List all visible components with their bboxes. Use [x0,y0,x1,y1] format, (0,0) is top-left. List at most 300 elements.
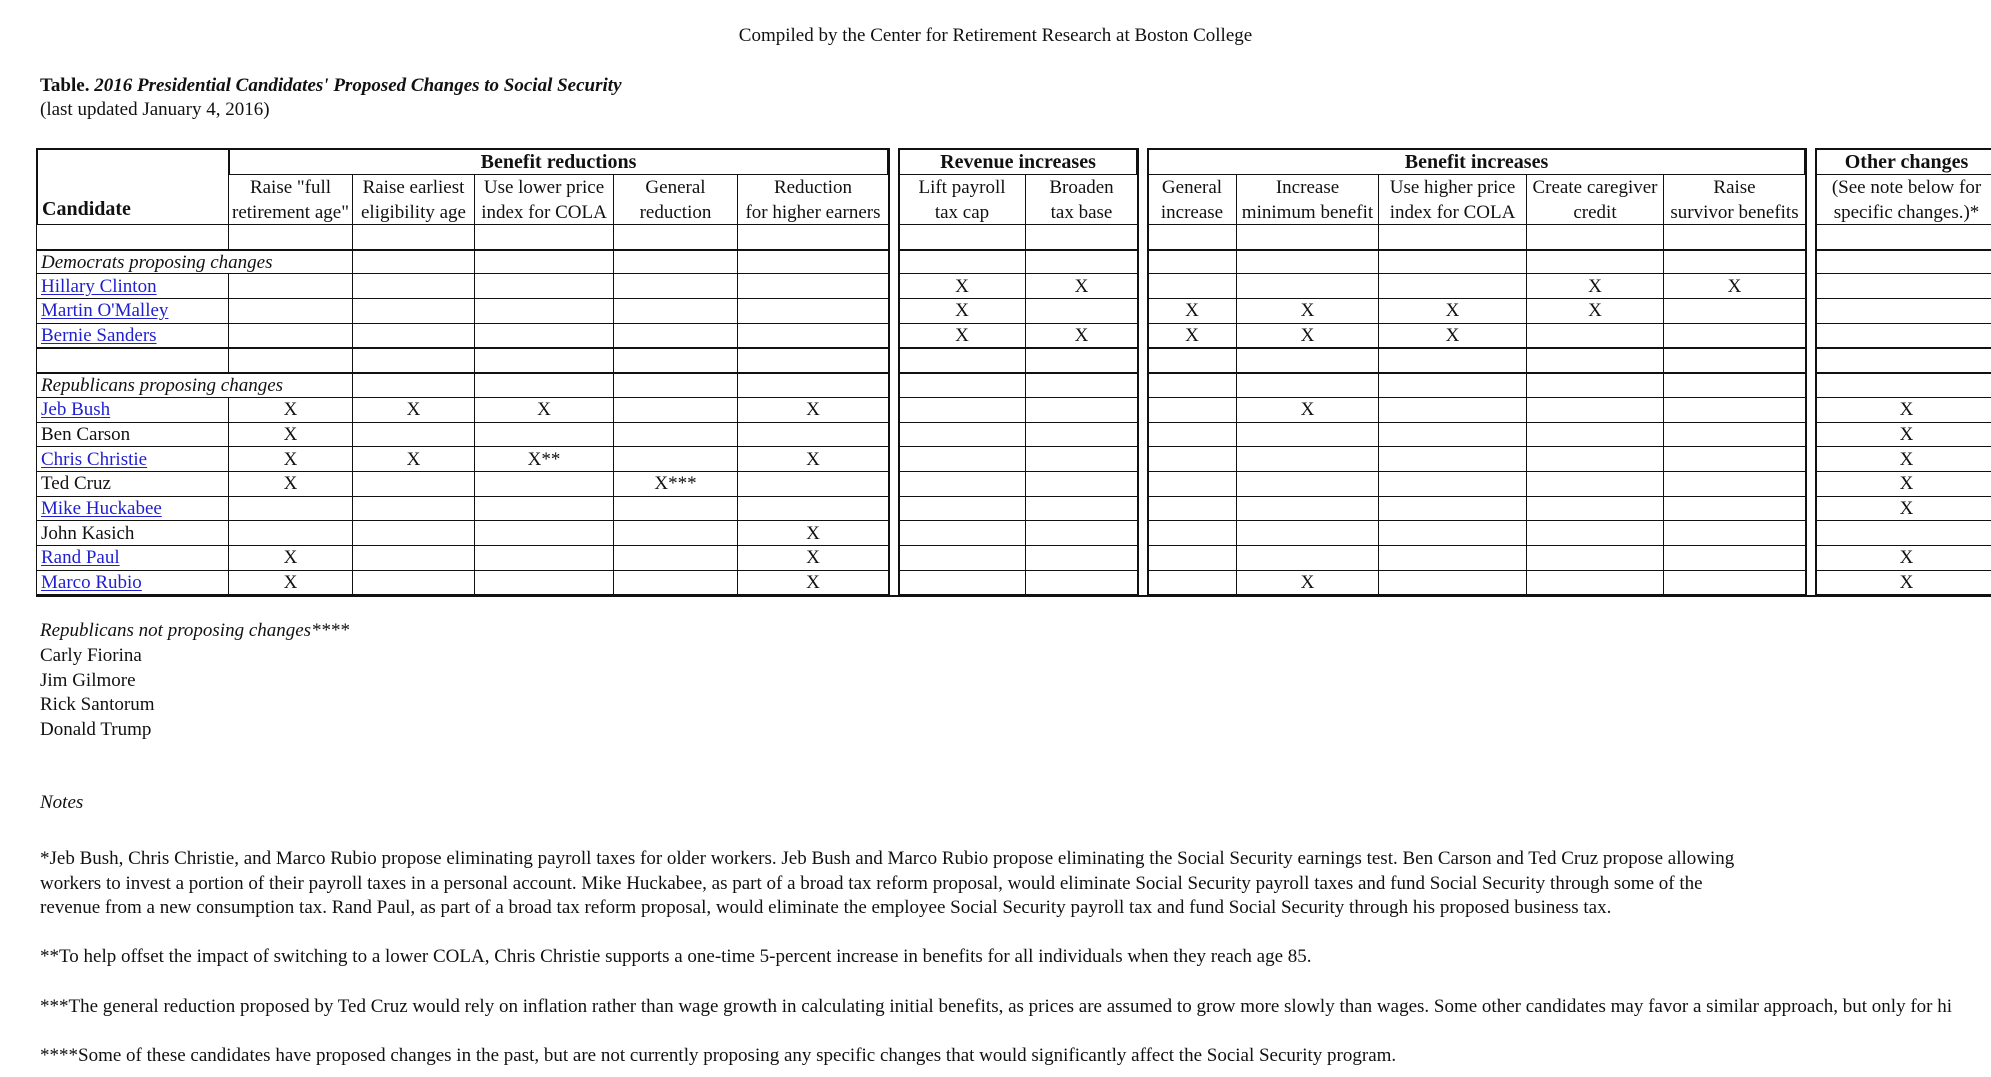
candidate-name-cell[interactable] [36,570,229,596]
column-header-line1: Raise earliest [362,177,465,198]
mark-cell [898,446,1026,472]
mark-cell [737,422,889,448]
column-header-line2: credit [1573,202,1617,223]
mark-cell [613,446,738,472]
mark-cell [1526,422,1664,448]
spacer-row-cell [1526,348,1664,374]
mark-cell [1378,273,1527,299]
mark-cell [228,446,353,472]
mark-cell [613,273,738,299]
mark-cell [1526,520,1664,546]
spacer-row-cell [1025,348,1138,374]
column-header-line2: increase [1160,202,1224,223]
mark-cell [1815,545,1991,571]
mark-cell [898,323,1026,349]
mark-cell [1378,323,1527,349]
mark-value: X [1300,399,1315,421]
mark-cell [898,273,1026,299]
mark-cell [1025,273,1138,299]
mark-cell [1236,323,1379,349]
candidate-link: Bernie Sanders [41,325,157,347]
spacer-row-cell [1378,224,1527,250]
candidate-link: Rand Paul [41,547,120,569]
mark-cell [474,422,614,448]
column-header-line2: survivor benefits [1670,202,1799,223]
mark-cell [1147,471,1237,497]
mark-cell [1815,422,1991,448]
mark-cell [613,298,738,324]
mark-value: X [955,300,969,322]
spacer-row-cell [1147,348,1237,374]
column-header-line2: retirement age" [232,202,349,223]
column-header-line1: Use higher price [1389,177,1516,198]
mark-cell [228,520,353,546]
mark-cell [737,570,889,596]
mark-cell [474,496,614,522]
mark-cell [613,520,738,546]
mark-cell [228,422,353,448]
column-header [1815,174,1991,225]
column-header-line2: tax base [1050,202,1113,223]
mark-value: X [1899,448,1914,470]
mark-cell [1815,397,1991,423]
not-proposing-name: Carly Fiorina [40,645,142,666]
spacer-row-cell [1236,224,1379,250]
mark-cell [1025,323,1138,349]
candidate-name-cell[interactable] [36,273,229,299]
mark-cell [737,545,889,571]
column-header [1147,174,1237,225]
column-header [474,174,614,225]
mark-value: X [1185,300,1199,322]
candidate-link: Chris Christie [41,448,148,470]
section-row-cell [1147,372,1237,398]
mark-cell [898,298,1026,324]
section-row-cell [1663,372,1806,398]
candidate-name-cell [36,520,229,546]
mark-value: X [955,325,969,347]
candidate-name: Ted Cruz [41,473,111,495]
mark-value: X [806,572,820,594]
spacer-row-cell [36,348,229,374]
mark-value: X [406,448,421,470]
spacer-row-cell [352,348,475,374]
spacer-row-cell [1236,348,1379,374]
column-header-line1: Create caregiver [1532,177,1658,198]
section-label [36,249,353,275]
section-row-cell [1526,372,1664,398]
mark-cell [613,570,738,596]
mark-cell [1236,446,1379,472]
group-header-3 [1815,148,1991,175]
spacer-row-cell [1663,348,1806,374]
column-header-line2: reduction [639,202,712,223]
section-row-cell [737,372,889,398]
section-row-cell [898,249,1026,275]
mark-cell [228,496,353,522]
mark-cell [1378,545,1527,571]
section-row-cell [1526,249,1664,275]
mark-cell [1147,397,1237,423]
mark-value: X [1074,325,1089,347]
spacer-row-cell [1025,224,1138,250]
column-header [1378,174,1527,225]
column-header [1236,174,1379,225]
mark-value: X [1588,275,1602,297]
mark-cell [613,545,738,571]
column-header-line2: tax cap [934,202,990,223]
mark-cell [1526,397,1664,423]
column-header-line1: (See note below for [1831,177,1982,198]
mark-cell [352,422,475,448]
mark-value: X [537,399,551,421]
mark-cell [228,298,353,324]
mark-value: X [1074,275,1089,297]
mark-value: X [1300,572,1315,594]
candidate-name-cell[interactable] [36,446,229,472]
mark-value: X [283,473,298,495]
mark-value: X [283,572,298,594]
mark-cell [1815,298,1991,324]
mark-cell [898,496,1026,522]
mark-cell [1663,471,1806,497]
mark-cell [1663,298,1806,324]
note-1-line: *Jeb Bush, Chris Christie, and Marco Rubio propose eliminating payroll taxes for older workers. Jeb Bush and Marco Rubio propose eliminating the Social Security earnings test. Ben Carson and Ted Cruz propose allowing [40,848,1735,869]
spacer-row-cell [613,224,738,250]
mark-cell [737,273,889,299]
mark-cell [228,471,353,497]
mark-value: X [1185,325,1199,347]
notes-label: Notes [40,792,84,813]
mark-cell [1663,397,1806,423]
mark-cell [737,496,889,522]
column-header [1526,174,1664,225]
mark-value: X [806,448,820,470]
mark-value: X [806,547,820,569]
column-header-line1: General [645,177,706,198]
mark-value: X [283,547,298,569]
section-row-cell [1815,372,1991,398]
mark-cell [352,323,475,349]
mark-value: X [806,399,820,421]
mark-cell [898,471,1026,497]
column-header-line1: Increase [1275,177,1340,198]
mark-cell [737,298,889,324]
section-label-text: Republicans proposing changes [41,375,284,397]
section-row-cell [474,249,614,275]
mark-cell [1526,570,1664,596]
mark-cell [898,422,1026,448]
mark-cell [352,397,475,423]
mark-cell [228,570,353,596]
mark-cell [474,520,614,546]
mark-cell [1236,397,1379,423]
note-1-line: revenue from a new consumption tax. Rand Paul, as part of a broad tax reform proposal, would eliminate the employee Social Security payroll tax and fund Social Security through his proposed business tax. [40,897,1612,918]
candidate-name-cell[interactable] [36,545,229,571]
mark-cell [613,496,738,522]
candidate-header-label: Candidate [42,198,131,220]
mark-cell [1663,422,1806,448]
mark-cell [1147,545,1237,571]
mark-cell [1025,397,1138,423]
column-header-line2: eligibility age [360,202,466,223]
group-divider [1815,148,1817,596]
section-row-cell [737,249,889,275]
mark-cell [1147,520,1237,546]
table-bottom-border [36,595,1991,597]
mark-value: X [1727,275,1742,297]
spacer-row-cell [898,348,1026,374]
mark-value: X [1445,325,1460,347]
mark-cell [1526,545,1664,571]
mark-cell [898,545,1026,571]
mark-cell [1025,496,1138,522]
section-label-text: Democrats proposing changes [41,251,273,273]
mark-cell [1025,422,1138,448]
candidate-name-cell[interactable] [36,298,229,324]
mark-cell [1025,446,1138,472]
column-header [1663,174,1806,225]
mark-cell [898,397,1026,423]
candidate-link: Jeb Bush [41,399,111,421]
mark-cell [1147,496,1237,522]
mark-cell [1147,273,1237,299]
section-row-cell [1663,249,1806,275]
mark-cell [1815,520,1991,546]
mark-value: X [283,448,298,470]
not-proposing-name: Donald Trump [40,719,152,740]
column-header-line2: for higher earners [745,202,881,223]
column-header-line1: Raise "full [249,177,332,198]
mark-cell [1236,496,1379,522]
spacer-row-cell [1815,224,1991,250]
not-proposing-label: Republicans not proposing changes**** [40,620,350,641]
group-header-label: Revenue increases [940,150,1096,173]
mark-cell [613,323,738,349]
group-header-1 [898,148,1138,175]
mark-cell [352,496,475,522]
column-header [613,174,738,225]
mark-cell [1236,520,1379,546]
section-row-cell [352,249,475,275]
group-header-label: Benefit increases [1404,150,1549,173]
spacer-row-cell [474,224,614,250]
mark-cell [1815,471,1991,497]
candidate-name-cell[interactable] [36,323,229,349]
spacer-row-cell [228,224,353,250]
group-divider [1137,148,1139,596]
mark-cell [474,545,614,571]
mark-cell [1815,446,1991,472]
mark-cell [228,273,353,299]
mark-cell [613,397,738,423]
group-divider [1805,148,1807,596]
mark-cell [1025,298,1138,324]
section-row-cell [613,372,738,398]
mark-cell [1663,570,1806,596]
candidate-name-cell[interactable] [36,496,229,522]
spacer-row-cell [737,224,889,250]
mark-cell [228,397,353,423]
mark-cell [1378,422,1527,448]
column-header [352,174,475,225]
spacer-row-cell [737,348,889,374]
candidate-link: Martin O'Malley [41,300,169,322]
candidate-column-header [36,148,229,225]
mark-cell [1378,298,1527,324]
group-header-label: Benefit reductions [480,150,637,173]
candidate-name-cell[interactable] [36,397,229,423]
mark-cell [1663,273,1806,299]
mark-cell [474,323,614,349]
mark-cell [1815,570,1991,596]
mark-value: X [283,423,298,445]
mark-cell [1147,298,1237,324]
mark-value: X [1899,399,1914,421]
mark-cell [1025,545,1138,571]
mark-cell [352,298,475,324]
spacer-row-cell [474,348,614,374]
section-row-cell [1236,249,1379,275]
mark-cell [228,545,353,571]
mark-cell [1378,570,1527,596]
candidate-link: Mike Huckabee [41,498,162,520]
mark-cell [1663,496,1806,522]
mark-cell [474,570,614,596]
section-row-cell [898,372,1026,398]
mark-value: X [283,399,298,421]
mark-value: X [406,399,421,421]
mark-value: X [955,275,969,297]
note-4: ****Some of these candidates have proposed changes in the past, but are not currently proposing any specific changes that would significantly affect the Social Security program. [40,1045,1397,1066]
mark-cell [474,273,614,299]
section-row-cell [1815,249,1991,275]
mark-cell [1663,545,1806,571]
mark-value: X [1588,300,1602,322]
mark-value: X*** [654,473,697,495]
mark-cell [474,446,614,472]
candidate-name: Ben Carson [41,423,131,445]
mark-value: X [1300,325,1315,347]
mark-cell [1815,496,1991,522]
column-header-line1: General [1161,177,1223,198]
mark-cell [1526,323,1664,349]
table-title-text: 2016 Presidential Candidates' Proposed Changes to Social Security [94,75,622,96]
group-header-2 [1147,148,1806,175]
spacer-row-cell [1815,348,1991,374]
mark-cell [1526,273,1664,299]
mark-cell [1378,446,1527,472]
mark-cell [737,520,889,546]
mark-cell [1378,471,1527,497]
mark-cell [737,323,889,349]
section-row-cell [1236,372,1379,398]
not-proposing-name: Rick Santorum [40,694,155,715]
section-row-cell [474,372,614,398]
mark-cell [474,298,614,324]
mark-value: X [806,522,820,544]
column-header [898,174,1026,225]
candidate-name-cell [36,422,229,448]
mark-value: X [1899,547,1914,569]
candidate-link: Marco Rubio [41,572,142,594]
mark-cell [1147,323,1237,349]
section-row-cell [613,249,738,275]
mark-cell [352,471,475,497]
mark-cell [1526,298,1664,324]
mark-cell [1025,570,1138,596]
mark-cell [1147,422,1237,448]
section-label [36,372,353,398]
spacer-row-cell [1526,224,1664,250]
mark-cell [898,570,1026,596]
group-divider [888,148,890,596]
spacer-row-cell [613,348,738,374]
mark-cell [1663,520,1806,546]
section-row-cell [1378,372,1527,398]
mark-cell [1815,323,1991,349]
mark-cell [1025,520,1138,546]
mark-cell [1663,446,1806,472]
mark-cell [737,446,889,472]
mark-cell [352,446,475,472]
column-header [737,174,889,225]
compiled-by-line: Compiled by the Center for Retirement Research at Boston College [738,25,1253,46]
spacer-row-cell [352,224,475,250]
mark-cell [1378,520,1527,546]
mark-cell [1236,298,1379,324]
table-title-prefix: Table. [40,75,90,96]
mark-cell [1526,496,1664,522]
group-divider [898,148,900,596]
mark-cell [1526,446,1664,472]
group-header-label: Other changes [1844,150,1969,173]
mark-cell [898,520,1026,546]
mark-value: X [1899,473,1914,495]
mark-cell [1526,471,1664,497]
mark-cell [1147,570,1237,596]
column-header-line1: Lift payroll [918,177,1006,198]
mark-value: X [1899,572,1914,594]
column-header [1025,174,1138,225]
last-updated: (last updated January 4, 2016) [40,99,270,120]
spacer-row-cell [1378,348,1527,374]
mark-cell [737,471,889,497]
mark-cell [1236,570,1379,596]
note-1-line: workers to invest a portion of their payroll taxes in a personal account. Mike Huckabee, as part of a broad tax reform proposal, would eliminate Social Security payroll taxes and fund Social Security through some of the [40,873,1703,894]
mark-cell [1025,471,1138,497]
group-divider [1147,148,1149,596]
spacer-row-cell [1663,224,1806,250]
spacer-row-cell [1147,224,1237,250]
spacer-row-cell [898,224,1026,250]
mark-cell [1236,273,1379,299]
mark-cell [352,545,475,571]
mark-cell [613,471,738,497]
group-header-0 [228,148,889,175]
section-row-cell [1025,372,1138,398]
section-row-cell [352,372,475,398]
mark-cell [1378,397,1527,423]
mark-cell [1815,273,1991,299]
note-3: ***The general reduction proposed by Ted Cruz would rely on inflation rather than wage growth in calculating initial benefits, as prices are assumed to grow more slowly than wages. Some other candidates may favor a similar approach, but only for hi [40,996,1953,1017]
section-row-cell [1025,249,1138,275]
column-header-line2: index for COLA [481,202,607,223]
note-2: **To help offset the impact of switching to a lower COLA, Chris Christie supports a one-time 5-percent increase in benefits for all individuals when they reach age 85. [40,946,1312,967]
mark-cell [1147,446,1237,472]
not-proposing-name: Jim Gilmore [40,670,136,691]
column-header-line1: Use lower price [483,177,605,198]
